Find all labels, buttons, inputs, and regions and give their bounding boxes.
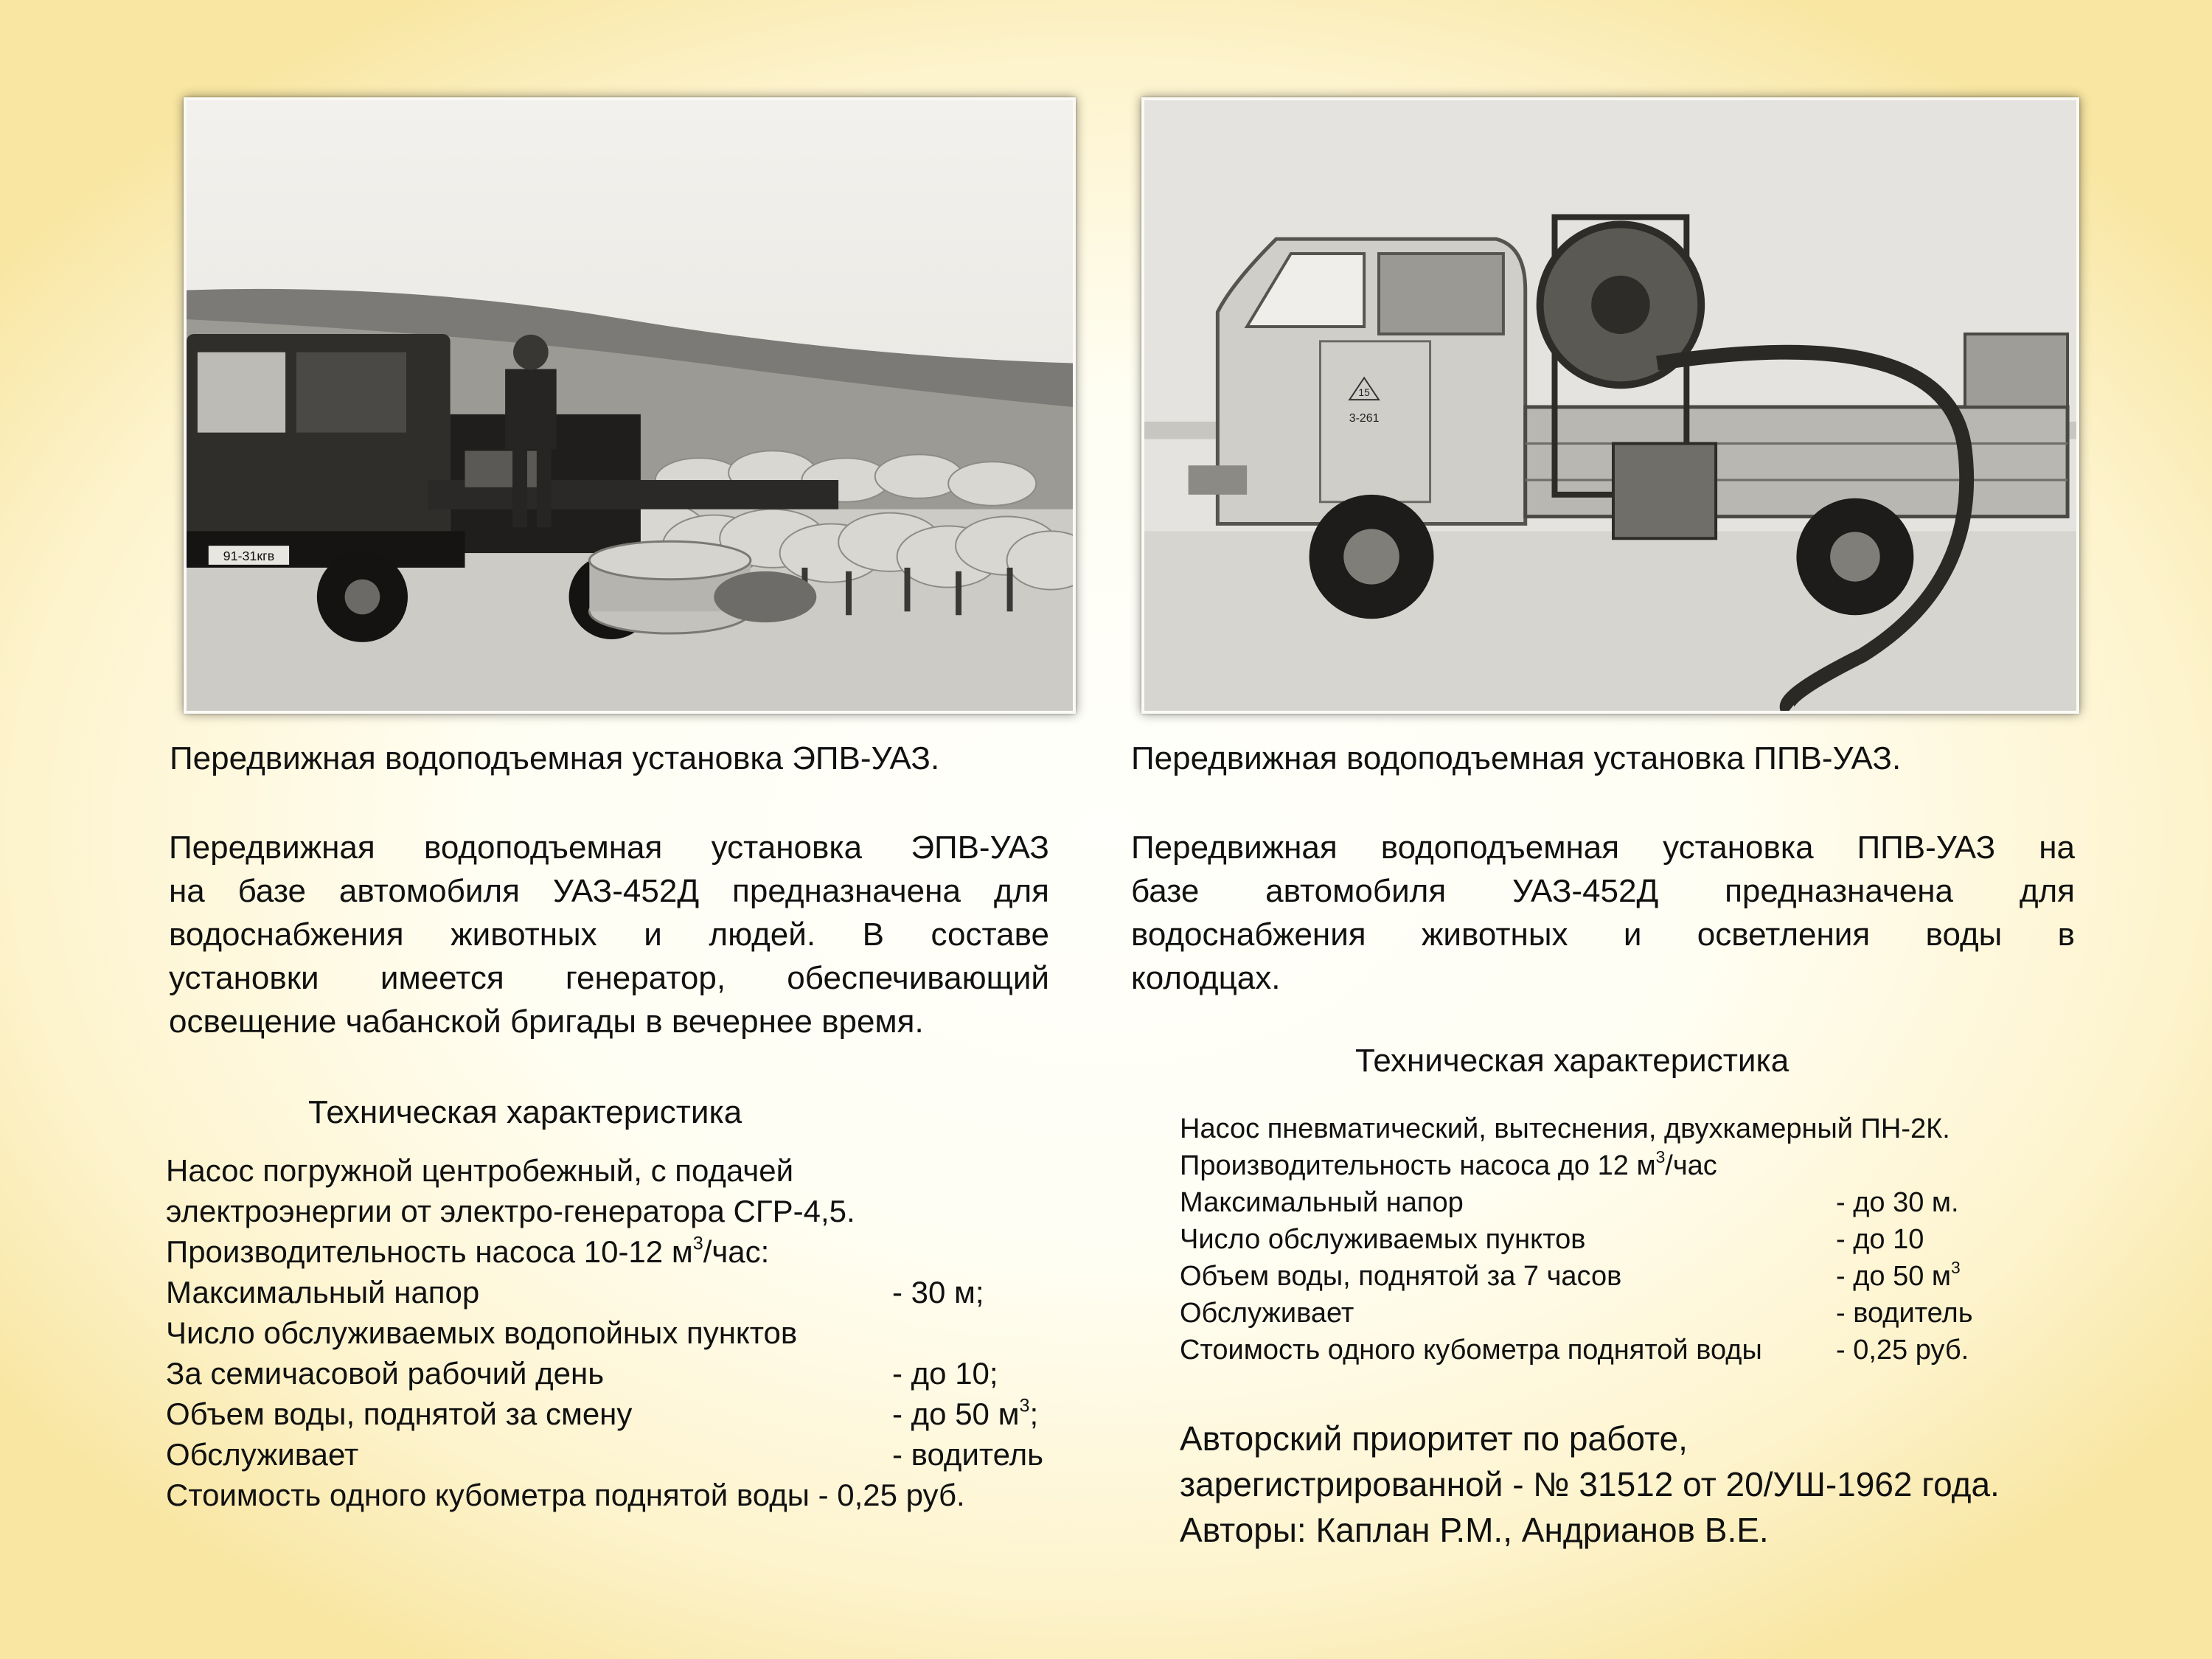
- right-spec-volume-text: - до 50 м: [1836, 1261, 1952, 1292]
- left-spec-points-label: Число обслуживаемых водопойных пунктов: [166, 1315, 798, 1350]
- left-spec-volume-suffix: ;: [1029, 1397, 1039, 1431]
- left-spec-capacity-suffix: /час:: [703, 1234, 770, 1269]
- left-spec-capacity-text: Производительность насоса 10-12 м: [166, 1234, 693, 1269]
- left-description-line: водоснабжения животных и людей. В составе: [169, 917, 1049, 953]
- right-spec-capacity-sup: 3: [1655, 1147, 1666, 1167]
- left-description: [169, 826, 1049, 1043]
- left-spec-capacity-sup: 3: [692, 1233, 703, 1254]
- right-spec-cost-value: - 0,25 руб.: [1836, 1335, 1969, 1366]
- left-spec-served-label: Обслуживает: [166, 1437, 359, 1472]
- door-number-text: 3-261: [1349, 411, 1380, 425]
- right-spec-served-value: - водитель: [1836, 1298, 1973, 1329]
- right-caption: Передвижная водоподъемная установка ППВ-УАЗ.: [1131, 740, 1902, 776]
- left-spec-day-value: - до 10;: [892, 1356, 998, 1391]
- left-caption: Передвижная водоподъемная установка ЭПВ-УАЗ.: [170, 740, 940, 776]
- right-spec-cost-label: Стоимость одного кубометра поднятой воды: [1180, 1335, 1762, 1366]
- authorship-line: Авторский приоритет по работе,: [1180, 1419, 1688, 1458]
- right-spec-pump: Насос пневматический, вытеснения, двухкамерный ПН-2К.: [1180, 1113, 1950, 1144]
- right-description-line: водоснабжения животных и осветления воды в: [1131, 917, 2075, 953]
- photo-epv-uaz-truck-with-sheep: [184, 97, 1076, 714]
- right-spec-served-label: Обслуживает: [1180, 1298, 1354, 1329]
- left-spec-head-label: Максимальный напор: [166, 1275, 480, 1310]
- left-spec-pump-line1: Насос погружной центробежный, с подачей: [166, 1153, 794, 1188]
- left-description-line: Передвижная водоподъемная установка ЭПВ-УАЗ: [169, 830, 1049, 866]
- door-badge-text: 15: [1358, 386, 1370, 399]
- right-spec-points-label: Число обслуживаемых пунктов: [1180, 1224, 1586, 1255]
- left-description-line: установки имеется генератор, обеспечивающий: [169, 960, 1049, 996]
- right-spec-head-label: Максимальный напор: [1180, 1187, 1464, 1218]
- right-spec-volume-value: [1836, 1258, 1961, 1293]
- left-spec-volume-label: Объем воды, поднятой за смену: [166, 1397, 633, 1431]
- left-spec-capacity: [166, 1234, 769, 1270]
- left-spec-heading: Техническая характеристика: [308, 1094, 742, 1130]
- right-description-line: колодцах.: [1131, 960, 1281, 996]
- left-spec-head-value: - 30 м;: [892, 1275, 984, 1310]
- right-description-line: базе автомобиля УАЗ-452Д предназначена для: [1131, 873, 2075, 909]
- left-spec-served-value: - водитель: [892, 1437, 1044, 1472]
- left-spec-day-label: За семичасовой рабочий день: [166, 1356, 605, 1391]
- left-spec-volume-text: - до 50 м: [892, 1397, 1020, 1431]
- authorship-line: зарегистрированной - № 31512 от 20/УШ-1962 года.: [1180, 1465, 2000, 1503]
- right-description: [1131, 826, 2075, 1000]
- left-spec-cost: Стоимость одного кубометра поднятой воды - 0,25 руб.: [166, 1478, 965, 1512]
- left-description-line: на базе автомобиля УАЗ-452Д предназначена для: [169, 873, 1049, 909]
- right-spec-capacity-text: Производительность насоса до 12 м: [1180, 1150, 1656, 1181]
- authorship-line: Авторы: Каплан Р.М., Андрианов В.Е.: [1180, 1511, 1769, 1549]
- left-spec-volume-value: [892, 1397, 1038, 1432]
- photo-ppv-uaz-truck: [1141, 97, 2079, 714]
- license-plate-text: 91-31кгв: [223, 548, 275, 563]
- right-spec-capacity: [1180, 1147, 1717, 1182]
- right-spec-volume-label: Объем воды, поднятой за 7 часов: [1180, 1261, 1622, 1292]
- left-spec-volume-sup: 3: [1019, 1395, 1030, 1416]
- right-spec-points-value: - до 10: [1836, 1224, 1924, 1255]
- right-spec-capacity-suffix: /час: [1665, 1150, 1717, 1181]
- left-spec-pump-line2: электроэнергии от электро-генератора СГР-4,5.: [166, 1194, 855, 1228]
- right-spec-head-value: - до 30 м.: [1836, 1187, 1959, 1218]
- right-spec-volume-sup: 3: [1951, 1258, 1961, 1278]
- left-description-line: освещение чабанской бригады в вечернее время.: [169, 1004, 924, 1040]
- right-spec-heading: Техническая характеристика: [1355, 1043, 1790, 1079]
- right-description-line: Передвижная водоподъемная установка ППВ-УАЗ на: [1131, 830, 2075, 866]
